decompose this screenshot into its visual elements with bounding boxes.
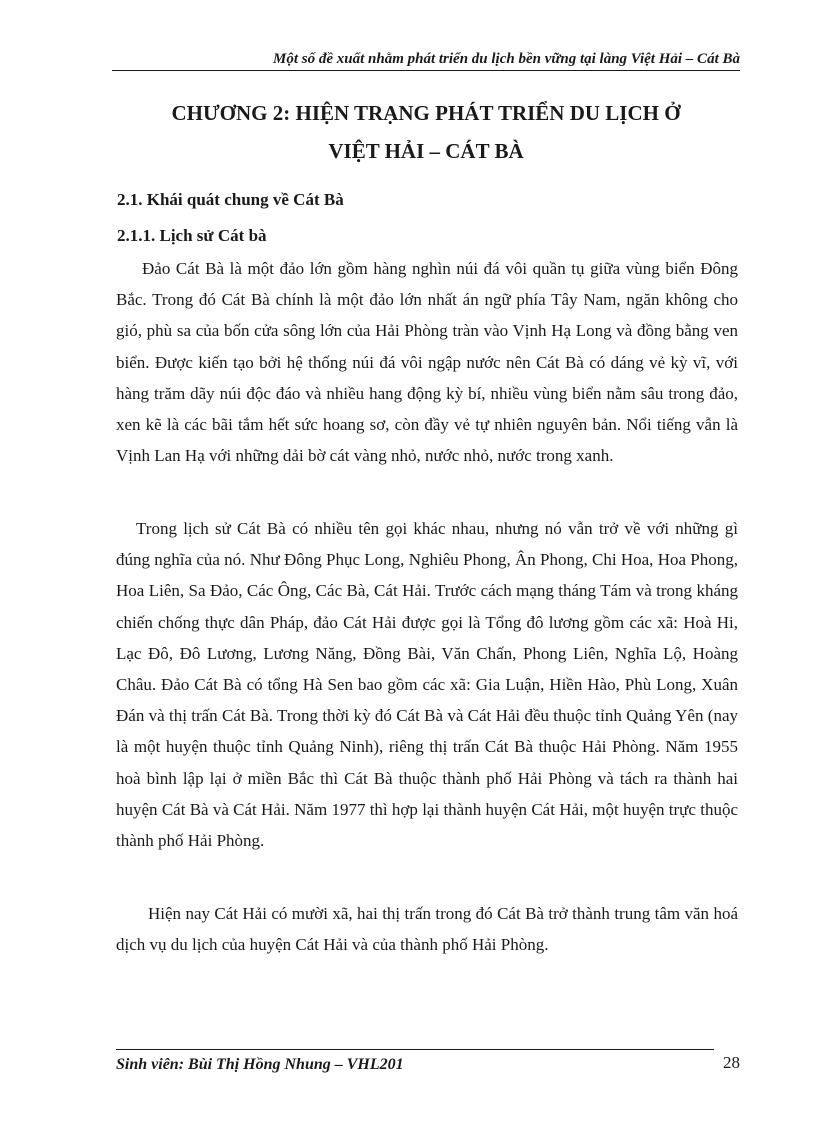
page-number: 28 (723, 1053, 740, 1072)
paragraph-3: Hiện nay Cát Hải có mười xã, hai thị trấn trong đó Cát Bà trở thành trung tâm văn hoá dịch vụ du lịch của huyện Cát Hải và của thành phố Hải Phòng. (116, 904, 738, 955)
footer-student-name: Sinh viên: Bùi Thị Hồng Nhung – VHL201 (116, 1056, 404, 1073)
paragraph-1: Đảo Cát Bà là một đảo lớn gồm hàng nghìn núi đá vôi quần tụ giữa vùng biển Đông Bắc. Trong đó Cát Bà chính là một đảo lớn nhất án ngữ phía Tây Nam, ngăn không cho gió, phù sa của bốn cửa sông lớn của Hải Phòng tràn vào Vịnh Hạ Long và đồng bằng ven biển. Được kiến tạo bởi hệ thống núi đá vôi ngập nước nên Cát Bà có dáng vẻ kỳ vĩ, với hàng trăm dãy núi độc đáo và nhiều hang động kỳ bí, nhiều vùng biển nằm sâu trong đảo, xen kẽ là các bãi tắm hết sức hoang sơ, còn đầy vẻ tự nhiên nguyên bản. Nổi tiếng vẫn là Vịnh Lan Hạ với những dải bờ cát vàng nhỏ, nước nhỏ, nước trong xanh. (116, 259, 738, 466)
header-rule (112, 70, 740, 71)
chapter-title-line-2: VIỆT HẢI – CÁT BÀ (328, 139, 524, 163)
chapter-title (112, 94, 740, 170)
running-header-title: Một số đề xuất nhằm phát triển du lịch bền vững tại làng Việt Hải – Cát Bà (273, 51, 740, 67)
subsection-heading: 2.1.1. Lịch sử Cát bà (117, 226, 267, 245)
footer-rule (116, 1049, 714, 1050)
paragraph-2: Trong lịch sử Cát Bà có nhiều tên gọi khác nhau, nhưng nó vẫn trở về với những gì đúng nghĩa của nó. Như Đông Phục Long, Nghiêu Phong, Ân Phong, Chi Hoa, Hoa Phong, Hoa Liên, Sa Đảo, Các Ông, Các Bà, Cát Hải. Trước cách mạng tháng Tám và trong kháng chiến chống thực dân Pháp, đảo Cát Hải được gọi là Tổng đô lương gồm các xã: Hoà Hi, Lạc Đô, Đô Lương, Lương Năng, Đồng Bài, Văn Chấn, Phong Liên, Nghĩa Lộ, Hoàng Châu. Đảo Cát Bà có tổng Hà Sen bao gồm các xã: Gia Luận, Hiền Hào, Phù Long, Xuân Đán và thị trấn Cát Bà. Trong thời kỳ đó Cát Bà và Cát Hải đều thuộc tỉnh Quảng Yên (nay là một huyện thuộc tỉnh Quảng Ninh), riêng thị trấn Cát Bà thuộc Hải Phòng. Năm 1955 hoà bình lập lại ở miền Bắc thì Cát Bà thuộc thành phố Hải Phòng và tách ra thành hai huyện Cát Bà và Cát Hải. Năm 1977 thì hợp lại thành huyện Cát Hải, một huyện trực thuộc thành phố Hải Phòng. (116, 519, 738, 851)
section-heading: 2.1. Khái quát chung về Cát Bà (117, 190, 344, 209)
chapter-title-line-1: CHƯƠNG 2: HIỆN TRẠNG PHÁT TRIỂN DU LỊCH Ở (171, 101, 681, 125)
